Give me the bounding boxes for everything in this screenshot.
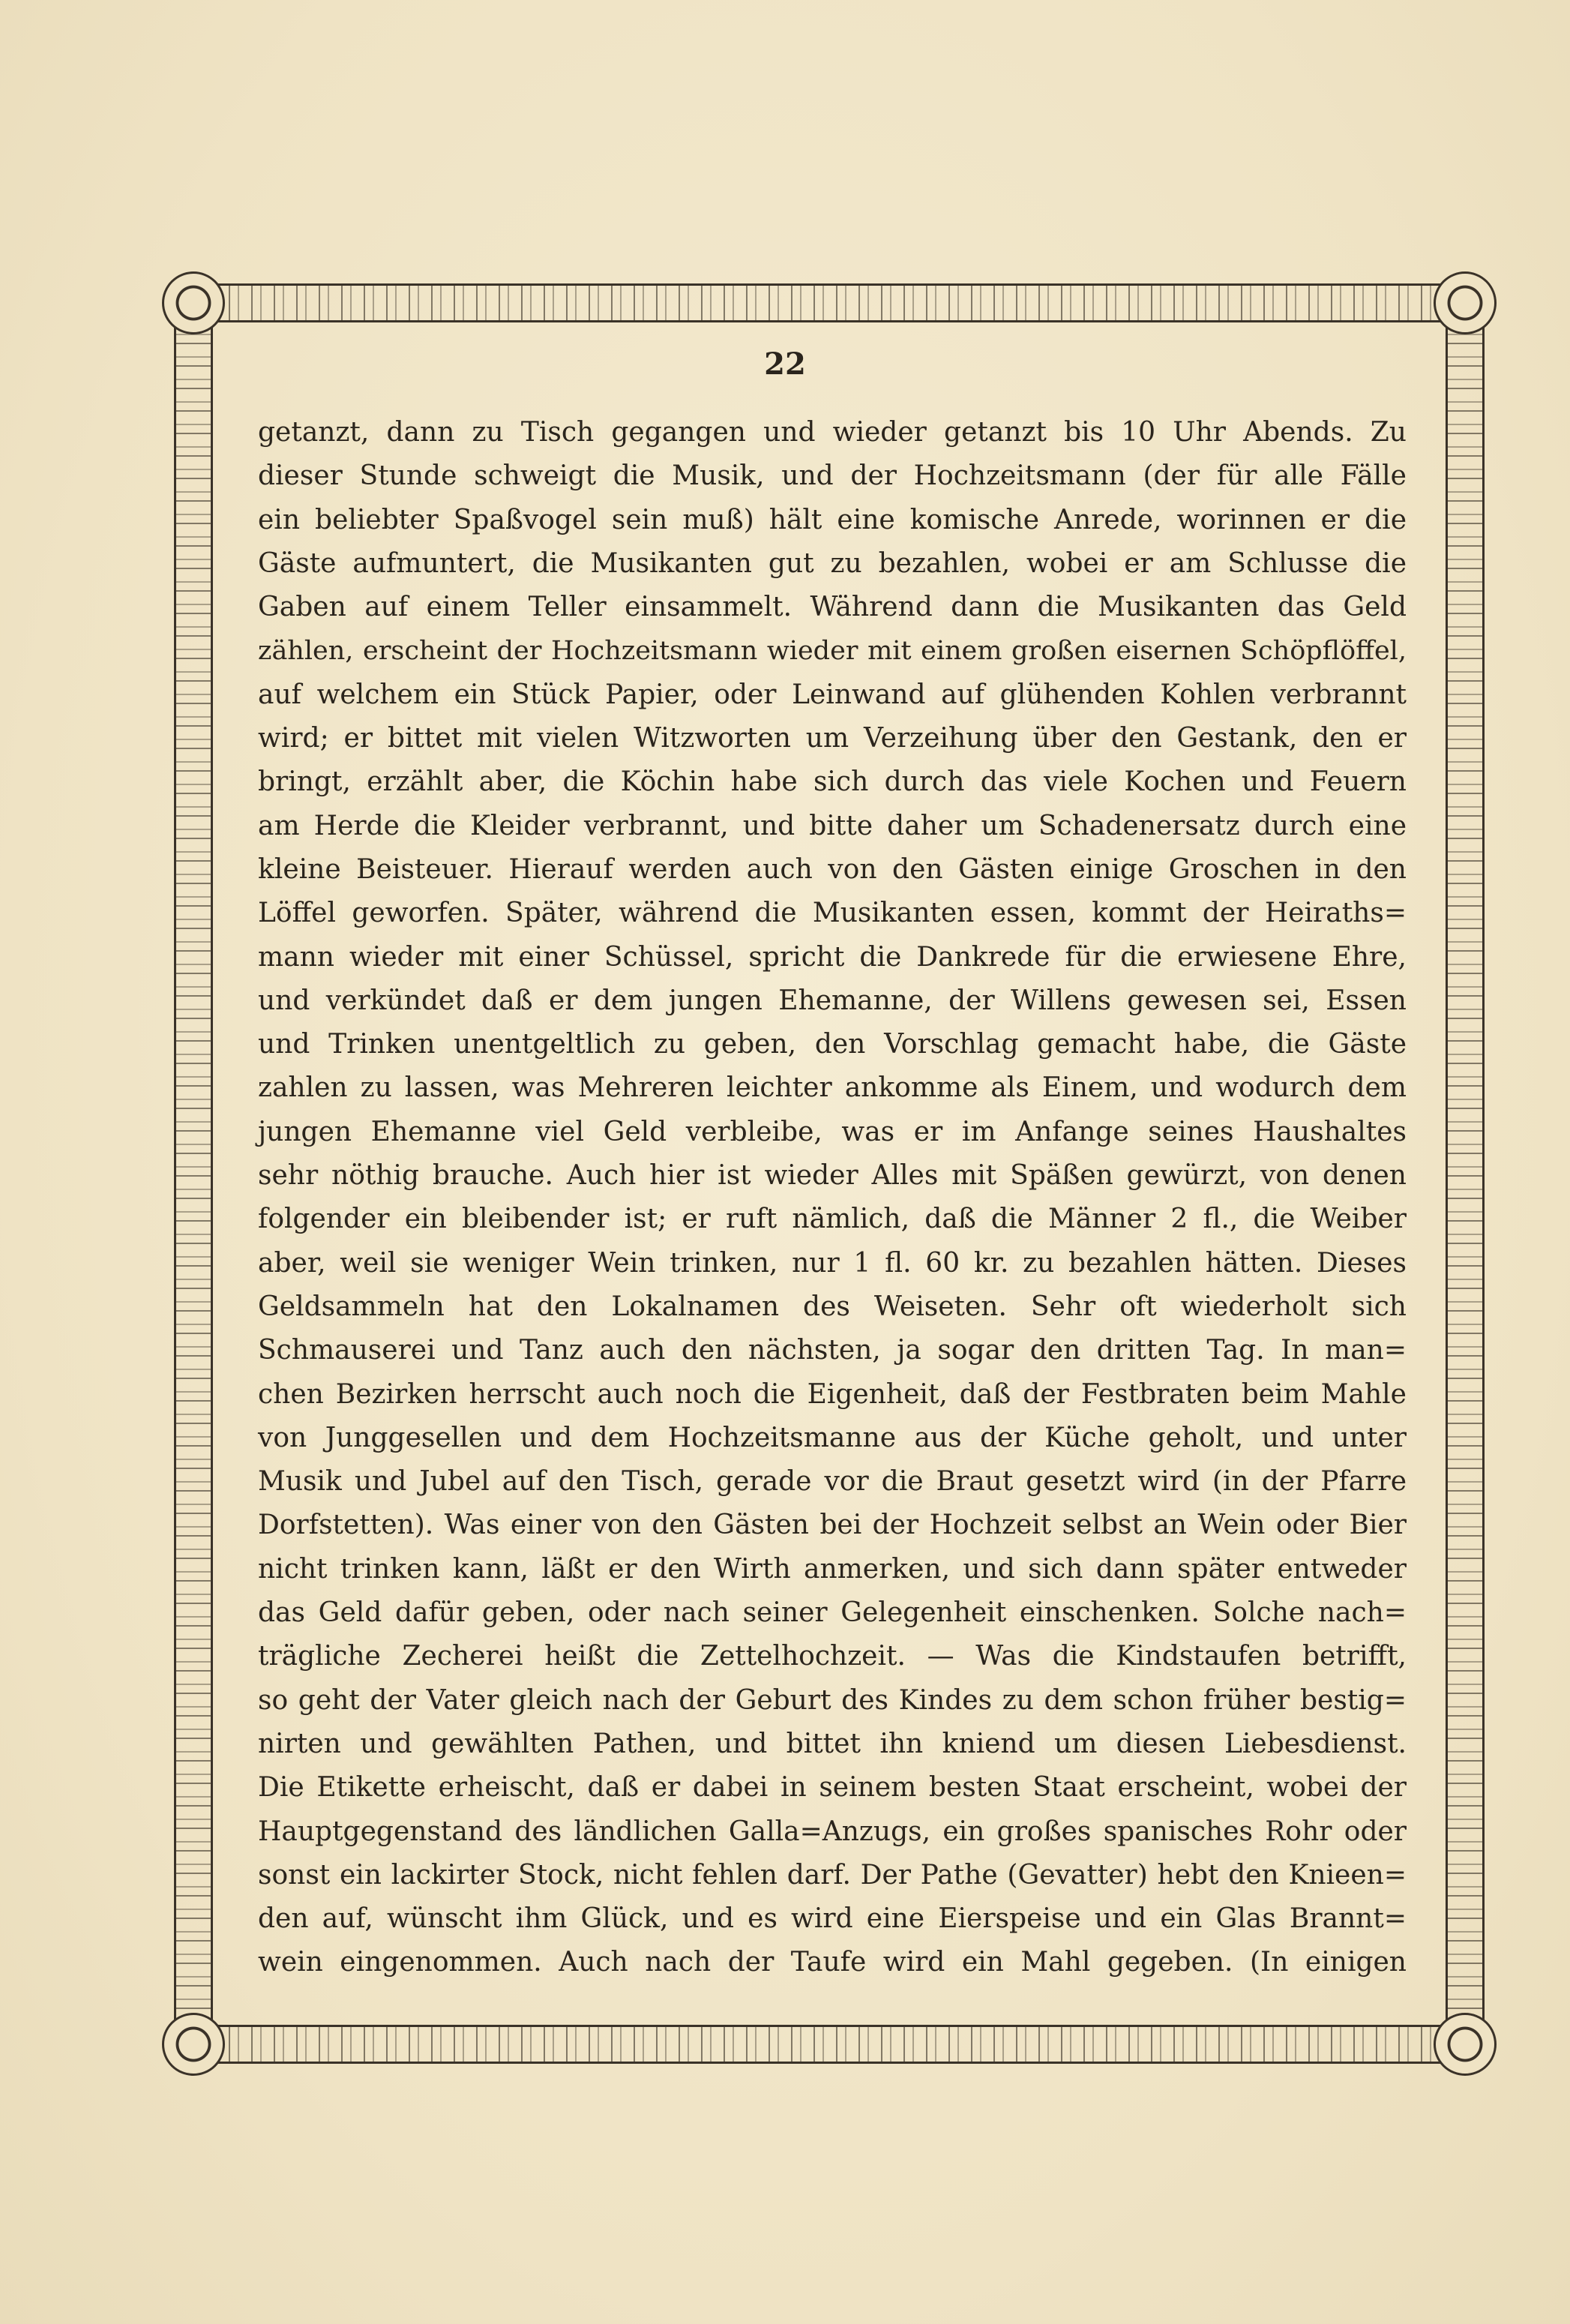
text-line: Die Etikette erheischt, daß er dabei in seinem besten Staat erscheint, wobei der — [258, 1772, 1407, 1804]
text-line: mann wieder mit einer Schüssel, spricht die Dankrede für die erwiesene Ehre, — [258, 941, 1407, 973]
text-line: Gäste aufmuntert, die Musikanten gut zu bezahlen, wobei er am Schlusse die — [258, 547, 1407, 579]
corner-ornament-icon — [162, 271, 225, 334]
text-line: Geldsammeln hat den Lokalnamen des Weiseten. Sehr oft wiederholt sich — [258, 1291, 1407, 1322]
text-line: chen Bezirken herrscht auch noch die Eigenheit, daß der Festbraten beim Mahle — [258, 1378, 1407, 1410]
text-line: auf welchem ein Stück Papier, oder Leinwand auf glühenden Kohlen verbrannt — [258, 679, 1407, 710]
corner-ornament-icon — [162, 2013, 225, 2076]
text-line: den auf, wünscht ihm Glück, und es wird eine Eierspeise und ein Glas Brannt= — [258, 1903, 1407, 1935]
text-line: von Junggesellen und dem Hochzeitsmanne aus der Küche geholt, und unter — [258, 1422, 1407, 1453]
text-line: zahlen zu lassen, was Mehreren leichter ankomme als Einem, und wodurch dem — [258, 1072, 1407, 1104]
text-line: am Herde die Kleider verbrannt, und bitte daher um Schadenersatz durch eine — [258, 810, 1407, 841]
text-line: wird; er bittet mit vielen Witzworten um Verzeihung über den Gestank, den er — [258, 723, 1407, 754]
text-line: Schmauserei und Tanz auch den nächsten, ja sogar den dritten Tag. In man= — [258, 1335, 1407, 1366]
text-line: aber, weil sie weniger Wein trinken, nur 1 fl. 60 kr. zu bezahlen hätten. Dieses — [258, 1247, 1407, 1279]
border-top — [174, 283, 1485, 322]
text-line: dieser Stunde schweigt die Musik, und der Hochzeitsmann (der für alle Fälle — [258, 460, 1407, 492]
text-line: kleine Beisteuer. Hierauf werden auch von den Gästen einige Groschen in den — [258, 853, 1407, 885]
text-line: nirten und gewählten Pathen, und bittet ihn kniend um diesen Liebesdienst. — [258, 1728, 1407, 1759]
border-left — [174, 283, 213, 2064]
border-bottom — [174, 2025, 1485, 2064]
text-line: und Trinken unentgeltlich zu geben, den Vorschlag gemacht habe, die Gäste — [258, 1029, 1407, 1060]
text-line: bringt, erzählt aber, die Köchin habe sich durch das viele Kochen und Feuern — [258, 766, 1407, 798]
text-line: sehr nöthig brauche. Auch hier ist wieder Alles mit Späßen gewürzt, von denen — [258, 1160, 1407, 1192]
text-line: zählen, erscheint der Hochzeitsmann wieder mit einem großen eisernen Schöpflöffel, — [258, 636, 1407, 667]
text-line: so geht der Vater gleich nach der Geburt des Kindes zu dem schon früher bestig= — [258, 1684, 1407, 1716]
text-line: getanzt, dann zu Tisch gegangen und wieder getanzt bis 10 Uhr Abends. Zu — [258, 417, 1407, 448]
body-text — [258, 411, 1407, 1985]
text-line: wein eingenommen. Auch nach der Taufe wird ein Mahl gegeben. (In einigen — [258, 1947, 1407, 1978]
text-line: ein beliebter Spaßvogel sein muß) hält eine komische Anrede, worinnen er die — [258, 504, 1407, 535]
text-line: Dorfstetten). Was einer von den Gästen bei der Hochzeit selbst an Wein oder Bier — [258, 1510, 1407, 1541]
text-line: sonst ein lackirter Stock, nicht fehlen darf. Der Pathe (Gevatter) hebt den Knieen= — [258, 1859, 1407, 1891]
text-line: nicht trinken kann, läßt er den Wirth anmerken, und sich dann später entweder — [258, 1553, 1407, 1585]
text-line: Musik und Jubel auf den Tisch, gerade vor die Braut gesetzt wird (in der Pfarre — [258, 1466, 1407, 1498]
text-line: und verkündet daß er dem jungen Ehemanne, der Willens gewesen sei, Essen — [258, 985, 1407, 1016]
text-line: Gaben auf einem Teller einsammelt. Während dann die Musikanten das Geld — [258, 592, 1407, 623]
corner-ornament-icon — [1434, 271, 1497, 334]
text-line: jungen Ehemanne viel Geld verbleibe, was er im Anfange seines Haushaltes — [258, 1116, 1407, 1147]
text-line: folgender ein bleibender ist; er ruft nämlich, daß die Männer 2 fl., die Weiber — [258, 1204, 1407, 1235]
text-line: Löffel geworfen. Später, während die Musikanten essen, kommt der Heiraths= — [258, 898, 1407, 929]
text-line: trägliche Zecherei heißt die Zettelhochzeit. — Was die Kindstaufen betrifft, — [258, 1641, 1407, 1672]
page-number: 22 — [764, 346, 806, 382]
corner-ornament-icon — [1434, 2013, 1497, 2076]
text-line: das Geld dafür geben, oder nach seiner Gelegenheit einschenken. Solche nach= — [258, 1597, 1407, 1629]
text-line: Hauptgegenstand des ländlichen Galla=Anzugs, ein großes spanisches Rohr oder — [258, 1816, 1407, 1847]
border-right — [1446, 283, 1485, 2064]
